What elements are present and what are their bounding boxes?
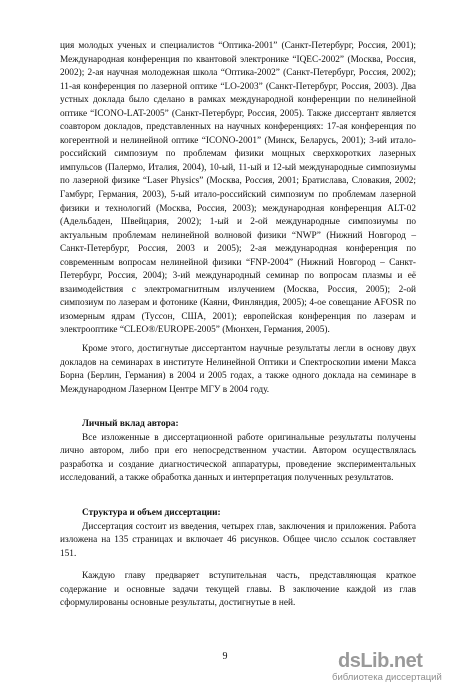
paragraph-seminars: Кроме этого, достигнутые диссертантом научные результаты легли в основу двух докладов на семинарах в институте Нелинейной Оптики и Спектроскопии имени Макса Борна (Берлин, Германия) в 2004 и 2005 годах, а также одного доклада на семинаре в Международном Лазерном Центре МГУ в 2004 году. <box>60 344 416 395</box>
paragraph-structure: Диссертация состоит из введения, четырех глав, заключения и приложения. Работа изложена на 135 страницах и включает 46 рисунков. Общее число ссылок составляет 151. <box>60 521 416 559</box>
paragraph-conferences: ция молодых ученых и специалистов “Оптика-2001” (Санкт-Петербург, Россия, 2001); Международная конференция по квантовой электронике “IQEC-2002” (Москва, Россия, 2002); 2-ая научная молодежная школа “Оптика-2002” (Санкт-Петербург, Россия, 2002); 11-ая конференция по лазерной оптике “LO-2003” (Санкт-Петербург, Россия, 2003). Два устных доклада было сделано в рамках международной конференции по нелинейной оптике “ICONO-LAT-2005” (Санкт-Петербург, Россия, 2005). Также диссертант является соавтором докладов, представленных на научных конференциях: 17-ая конференция по когерентной и нелинейной оптике “ICONO-2001” (Минск, Беларусь, 2001); 3-ий итало-российский симпозиум по проблемам физики мощных сверхкоротких лазерных импульсов (Палермо, Италия, 2004), 10-ый, 11-ый и 12-ый международные симпозиумы по лазерной физике “Laser Physics” (Москва, Россия, 2001; Братислава, Словакия, 2002; Гамбург, Германия, 2003), 5-ый итало-российский симпозиум по проблемам лазерной физики и технологий (Москва, Россия, 2003); международная конференция ALT-02 (Адельбаден, Швейцария, 2002); 1-ый и 2-ой международные симпозиумы по актуальным проблемам нелинейной волновой физики “NWP” (Нижний Новгород – Санкт-Петербург, Россия, 2003 и 2005); 2-ая международная конференция по современным вопросам нелинейной физики “FNP-2004” (Нижний Новгород – Санкт-Петербург, Россия, 2004); 3-ий международный семинар по вопросам плазмы и её взаимодействия с электромагнитным излучением (Москва, Россия, 2005); 2-ой симпозиум по лазерам и фотонике (Каяни, Финляндия, 2005); 4-ое совещание AFOSR по изомерным ядрам (Туссон, США, 2001); европейская конференция по лазерам и электрооптике “CLEO®/EUROPE-2005” (Мюнхен, Германия, 2005). <box>60 41 416 336</box>
page-number: 9 <box>222 651 228 662</box>
watermark-subtitle: библиотека диссертаций <box>332 672 442 683</box>
body-text <box>60 40 416 611</box>
heading-personal-contribution: Личный вклад автора: <box>82 419 179 430</box>
heading-structure: Структура и объем диссертации: <box>82 507 221 518</box>
watermark[interactable] <box>332 650 444 684</box>
paragraph-chapters: Каждую главу предваряет вступительная часть, представляющая краткое содержание и основные задачи текущей главы. В заключение каждой из глав сформулированы основные результаты, достигнутые в ней. <box>60 571 416 609</box>
paragraph-personal-contribution: Все изложенные в диссертационной работе оригинальные результаты получены лично автором, либо при его непосредственном участии. Автором осуществлялась разработка и создание диагностической аппаратуры, проведение экспериментальных исследований, а также обработка данных и интерпретация полученных результатов. <box>60 432 416 484</box>
watermark-logo: dsLib.net <box>338 650 423 672</box>
